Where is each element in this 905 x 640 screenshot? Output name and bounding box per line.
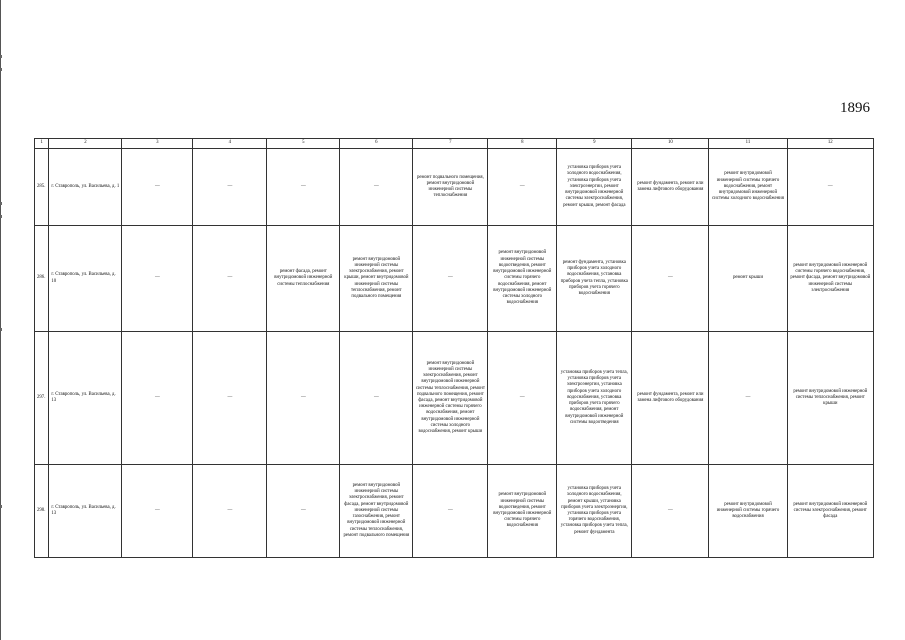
table-row bbox=[35, 149, 874, 226]
table-row bbox=[35, 226, 874, 332]
empty-dash-cell: — bbox=[193, 465, 267, 558]
column-header: 11 bbox=[709, 139, 787, 149]
empty-dash-cell: — bbox=[413, 226, 488, 332]
empty-dash-cell: — bbox=[267, 465, 340, 558]
address-cell: г. Ставрополь, ул. Васильева, д. 1 bbox=[49, 149, 122, 226]
work-description-cell: ремонт внутридомовой инженерной системы водоотведения, ремонт внутридомовой инженерной системы горячего водоснабжения, ремонт внутридомовой инженерной системы холодного водоснабжения bbox=[488, 226, 557, 332]
work-description-cell: установка приборов учета тепла, установка приборов учета электроэнергии, установка приборов учета холодного водоснабжения, установка приборов учета горячего водоснабжения, ремонт внутридомовой инженерной системы водоотведения bbox=[557, 332, 632, 465]
empty-dash-cell: — bbox=[193, 149, 267, 226]
work-description-cell: ремонт внутридомовой инженерной системы горячего водоснабжения bbox=[709, 465, 787, 558]
column-header: 9 bbox=[557, 139, 632, 149]
empty-dash-cell: — bbox=[193, 226, 267, 332]
work-description-cell: ремонт внутридомовой инженерной системы водоотведения, ремонт внутридомовой инженерной системы горячего водоснабжения bbox=[488, 465, 557, 558]
column-header-row bbox=[35, 139, 874, 149]
table-row bbox=[35, 465, 874, 558]
work-description-cell: ремонт фундамента, установка приборов учета холодного водоснабжения, установка приборов учета тепла, установка приборов учета горячего водоснабжения bbox=[557, 226, 632, 332]
column-header: 1 bbox=[35, 139, 49, 149]
empty-dash-cell: — bbox=[488, 332, 557, 465]
column-header: 2 bbox=[49, 139, 122, 149]
scan-edge-mark bbox=[0, 505, 2, 508]
work-description-cell: ремонт внутридомовой инженерной системы горячего водоснабжения, ремонт внутридомовой инженерной системы холодного водоснабжения bbox=[709, 149, 787, 226]
column-header: 4 bbox=[193, 139, 267, 149]
address-cell: г. Ставрополь, ул. Васильева, д. 13 bbox=[49, 465, 122, 558]
page-number: 1896 bbox=[840, 100, 870, 116]
work-description-cell: ремонт внутридомовой инженерной системы теплоснабжения, ремонт крыши bbox=[787, 332, 873, 465]
address-cell: г. Ставрополь, ул. Васильева, д. 13 bbox=[49, 332, 122, 465]
row-number: 297. bbox=[35, 332, 49, 465]
work-description-cell: ремонт внутридомовой инженерной системы электроснабжения, ремонт фасада, ремонт внутридомовой инженерной системы газоснабжения, ремонт внутридомовой инженерной системы теплоснабжения, ремонт подвального помещения bbox=[340, 465, 413, 558]
column-header: 10 bbox=[632, 139, 709, 149]
empty-dash-cell: — bbox=[632, 465, 709, 558]
empty-dash-cell: — bbox=[122, 149, 193, 226]
column-header: 3 bbox=[122, 139, 193, 149]
work-description-cell: ремонт внутридомовой инженерной системы электроснабжения, ремонт внутридомовой инженерной системы теплоснабжения, ремонт подвального помещения, ремонт фасада, ремонт внутридомовой инженерной системы горячего водоснабжения, ремонт внутридомовой инженерной системы холодного водоснабжения, ремонт крыши bbox=[413, 332, 488, 465]
empty-dash-cell: — bbox=[122, 332, 193, 465]
scan-edge-mark bbox=[0, 202, 2, 205]
empty-dash-cell: — bbox=[267, 149, 340, 226]
column-header: 5 bbox=[267, 139, 340, 149]
work-description-cell: ремонт крыши bbox=[709, 226, 787, 332]
work-description-cell: ремонт внутридомовой инженерной системы электроснабжения, ремонт фасада bbox=[787, 465, 873, 558]
scan-edge-line bbox=[0, 0, 1, 640]
column-header: 6 bbox=[340, 139, 413, 149]
empty-dash-cell: — bbox=[122, 465, 193, 558]
empty-dash-cell: — bbox=[488, 149, 557, 226]
empty-dash-cell: — bbox=[413, 465, 488, 558]
empty-dash-cell: — bbox=[122, 226, 193, 332]
scan-edge-mark bbox=[0, 328, 2, 331]
empty-dash-cell: — bbox=[267, 332, 340, 465]
address-cell: г. Ставрополь, ул. Васильева, д. 10 bbox=[49, 226, 122, 332]
scan-edge-mark bbox=[0, 215, 2, 218]
empty-dash-cell: — bbox=[340, 149, 413, 226]
row-number: 285. bbox=[35, 149, 49, 226]
empty-dash-cell: — bbox=[632, 226, 709, 332]
row-number: 286. bbox=[35, 226, 49, 332]
work-description-cell: ремонт внутридомовой инженерной системы горячего водоснабжения, ремонт фасада, ремонт внутридомовой инженерной системы электроснабжения bbox=[787, 226, 873, 332]
repair-schedule-table bbox=[34, 138, 874, 558]
scan-edge-mark bbox=[0, 55, 2, 58]
column-header: 8 bbox=[488, 139, 557, 149]
column-header: 7 bbox=[413, 139, 488, 149]
column-header: 12 bbox=[787, 139, 873, 149]
table-row bbox=[35, 332, 874, 465]
work-description-cell: установка приборов учета холодного водоснабжения, установка приборов учета электроэнергии, ремонт внутридомовой инженерной системы электроснабжения, ремонт крыши, ремонт фасада bbox=[557, 149, 632, 226]
work-description-cell: ремонт фундамента, ремонт или замена лифтового оборудования bbox=[632, 332, 709, 465]
empty-dash-cell: — bbox=[340, 332, 413, 465]
work-description-cell: ремонт фундамента, ремонт или замена лифтового оборудования bbox=[632, 149, 709, 226]
scan-edge-mark bbox=[0, 68, 2, 71]
work-description-cell: ремонт фасада, ремонт внутридомовой инженерной системы теплоснабжения bbox=[267, 226, 340, 332]
work-description-cell: ремонт внутридомовой инженерной системы электроснабжения, ремонт крыши, ремонт внутридомовой инженерной системы теплоснабжения, ремонт подвального помещения bbox=[340, 226, 413, 332]
work-description-cell: ремонт подвального помещения, ремонт внутридомовой инженерной системы теплоснабжения bbox=[413, 149, 488, 226]
empty-dash-cell: — bbox=[193, 332, 267, 465]
empty-dash-cell: — bbox=[709, 332, 787, 465]
empty-dash-cell: — bbox=[787, 149, 873, 226]
row-number: 298. bbox=[35, 465, 49, 558]
work-description-cell: установка приборов учета холодного водоснабжения, ремонт крыши, установка приборов учета электроэнергии, установка приборов учета горячего водоснабжения, установка приборов учета тепла, ремонт фундамента bbox=[557, 465, 632, 558]
